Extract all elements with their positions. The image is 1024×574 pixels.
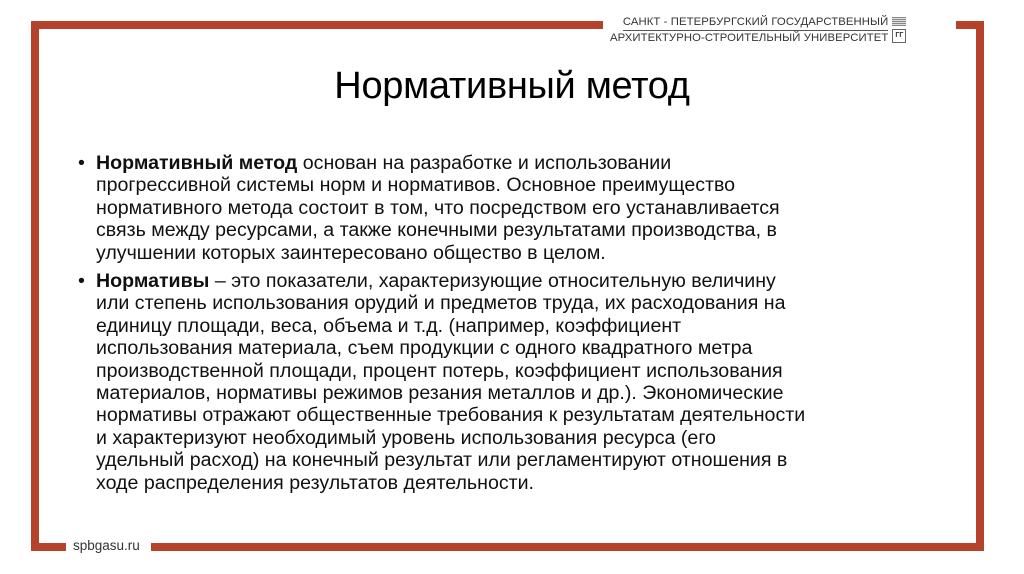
frame-top-left <box>31 21 603 29</box>
bullet-line: единицу площади, веса, объема и т.д. (например, коэффициент <box>96 314 682 337</box>
bullet-text: основан на разработке и использовании <box>297 152 672 174</box>
bullet-line: и характеризуют необходимый уровень использования ресурса (его <box>96 426 716 449</box>
university-name <box>610 16 888 45</box>
bullet-line: прогрессивной системы норм и нормативов. Основное преимущество <box>96 174 736 197</box>
bullet-line: удельный расход) на конечный результат или регламентируют отношения в <box>96 449 788 472</box>
bullet-line: связь между ресурсами, а также конечными результатами производства, в <box>96 219 777 242</box>
bullet-line: или степень использования орудий и предметов труда, их расходования на <box>96 292 786 315</box>
bullet-line: ходе распределения результатов деятельности. <box>96 471 534 494</box>
bullet-text: – это показатели, характеризующие относительную величину <box>209 270 776 293</box>
bullet-line: нормативы отражают общественные требования к результатам деятельности <box>96 404 806 427</box>
logo-mark: ГГ <box>892 29 906 43</box>
bullet-icon: • <box>78 152 85 174</box>
bullet-term: Нормативный метод <box>96 152 298 174</box>
university-building-icon <box>892 17 906 43</box>
slide-title: Нормативный метод <box>334 65 690 107</box>
logo-roof <box>892 17 906 26</box>
university-header <box>610 13 950 47</box>
frame-bottom-right <box>151 543 984 551</box>
bullet-line <box>96 270 958 292</box>
slide-content <box>78 152 958 500</box>
bullet-icon: • <box>78 270 85 293</box>
frame-bottom-left <box>31 543 66 551</box>
bullet-line: производственной площади, процент потерь, коэффициент использования <box>96 359 783 382</box>
university-name-line2: АРХИТЕКТУРНО-СТРОИТЕЛЬНЫЙ УНИВЕРСИТЕТ <box>610 31 889 44</box>
bullet-line: использования материала, съем продукции с одного квадратного метра <box>96 337 753 360</box>
bullet-line: улучшении которых заинтересовано общество в целом. <box>96 241 606 264</box>
bullet-line: материалов, нормативы режимов резания металлов и др.). Экономические <box>96 382 784 405</box>
bullet-line <box>96 152 958 174</box>
footer-website-link[interactable]: spbgasu.ru <box>73 538 140 553</box>
bullet-term: Нормативы <box>96 270 210 293</box>
bullet-item <box>78 152 958 264</box>
bullet-line: нормативного метода состоит в том, что посредством его устанавливается <box>96 196 780 219</box>
university-name-line1: САНКТ - ПЕТЕРБУРГСКИЙ ГОСУДАРСТВЕННЫЙ <box>623 16 889 31</box>
bullet-item <box>78 270 958 494</box>
